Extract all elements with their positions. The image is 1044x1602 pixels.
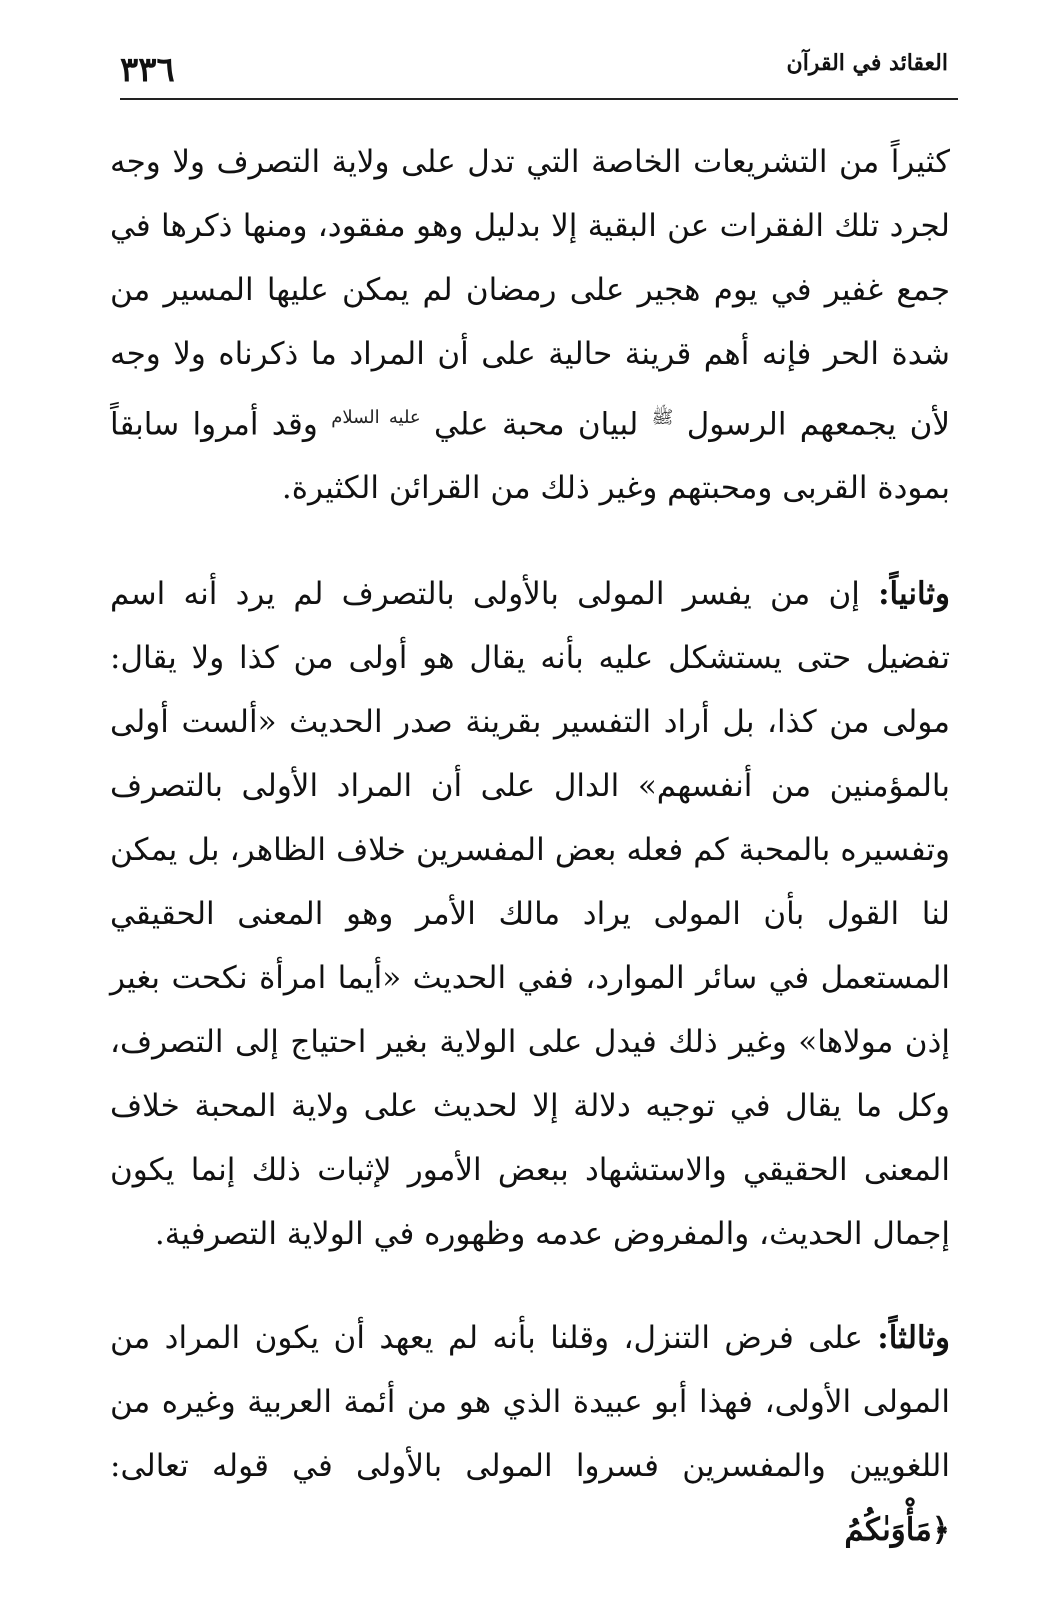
paragraph-text: على فرض التنزل، وقلنا بأنه لم يعهد أن يكون المراد من المولى الأولى، فهذا أبو عبيدة الذي هو من أئمة العربية وغيره من اللغويين والمفسرين فسروا المولى بالأولى في قوله تعالى: [110, 1320, 950, 1485]
page-body [110, 130, 950, 1602]
paragraph-third [110, 1306, 950, 1562]
running-title: العقائد في القرآن [786, 50, 948, 76]
paragraph-text: إن من يفسر المولى بالأولى بالتصرف لم يرد أنه اسم تفضيل حتى يستشكل عليه بأنه يقال هو أولى من كذا ولا يقال: مولى من كذا، بل أراد التفسير بقرينة صدر الحديث «ألست أولى بالمؤمنين من أنفسهم» الدال على أن المراد الأولى بالتصرف وتفسيره بالمحبة كم فعله بعض المفسرين خلاف الظاهر، بل يمكن لنا القول بأن المولى يراد مالك الأمر وهو المعنى الحقيقي المستعمل في سائر الموارد، ففي الحديث «أيما امرأة نكحت بغير إذن مولاها» وغير ذلك فيدل على الولاية بغير احتياج إلى التصرف، وكل ما يقال في توجيه دلالة إلا لحديث على ولاية المحبة خلاف المعنى الحقيقي والاستشهاد ببعض الأمور لإثبات ذلك إنما يكون إجمال الحديث، والمفروض عدمه وظهوره في الولاية التصرفية. [110, 576, 950, 1253]
paragraph-text: لبيان محبة علي [434, 406, 639, 443]
paragraph-heading: وثالثاً: [877, 1320, 950, 1357]
paragraph-continued [110, 130, 950, 520]
paragraph-heading: وثانياً: [878, 576, 950, 613]
honorific-imam-icon: عليه السلام [331, 407, 421, 428]
page-number: ٣٣٦ [120, 50, 175, 90]
paragraph-second [110, 562, 950, 1266]
quran-quote-start: ﴿مَأْوَىٰكُمُ [844, 1512, 950, 1549]
paragraph-text: وقد أمروا سابقاً بمودة القربى ومحبتهم وغير ذلك من القرائن الكثيرة. [110, 406, 950, 507]
page-header [120, 40, 958, 100]
honorific-prophet-icon: ﷺ [651, 407, 674, 428]
paragraph-text: كثيراً من التشريعات الخاصة التي تدل على ولاية التصرف ولا وجه لجرد تلك الفقرات عن البقية إلا بدليل وهو مفقود، ومنها ذكرها في جمع غفير في يوم هجير على رمضان لم يمكن عليها المسير من شدة الحر فإنه أهم قرينة حالية على أن المراد ما ذكرناه ولا وجه لأن يجمعهم الرسول [110, 144, 951, 443]
